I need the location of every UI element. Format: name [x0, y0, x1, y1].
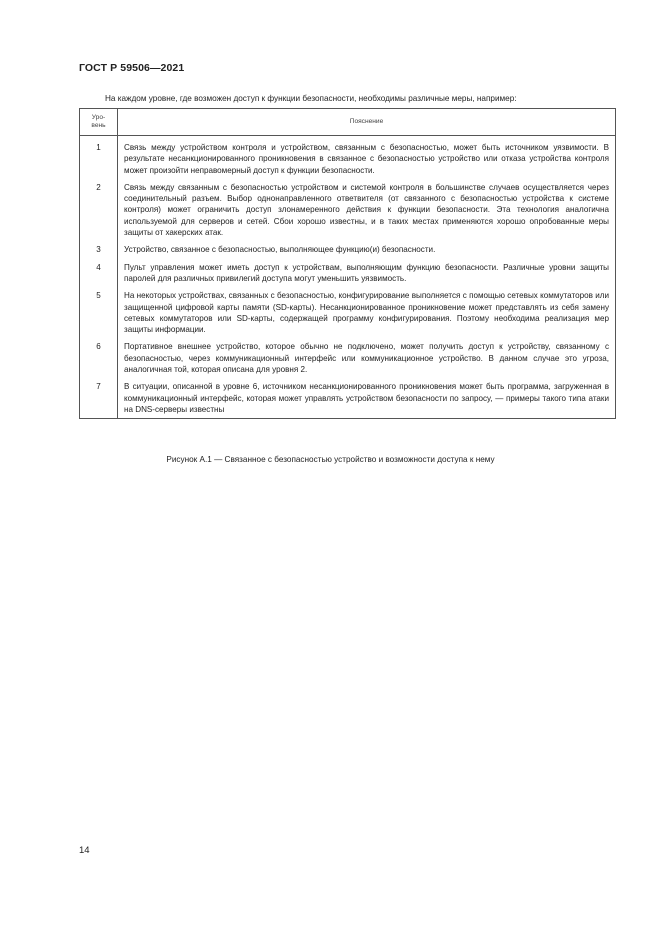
document-code: ГОСТ Р 59506—2021: [79, 62, 185, 74]
row-level: 5: [80, 288, 118, 339]
table-row: [80, 288, 616, 339]
row-level: 6: [80, 339, 118, 379]
table-row: [80, 136, 616, 180]
column-header-level: Уро- вень: [80, 109, 118, 136]
row-level: 7: [80, 379, 118, 418]
figure-caption: Рисунок А.1 — Связанное с безопасностью устройство и возможности доступа к нему: [166, 455, 495, 464]
row-level: 4: [80, 260, 118, 289]
row-description: Связь между связанным с безопасностью устройством и системой контроля в большинстве случаев осуществляется через соединительный разъем. Выбор однонаправленного ответвителя (от связанного с безопасностью устройства к системе контроля) может ограничить доступ злонамеренного действия к функции безопасности. Эта технология аналогична используемой для серверов и сетей. Сбои хорошо известны, и в таких местах применяются хорошо опробованные меры защиты от хакерских атак.: [118, 180, 616, 242]
row-level: 3: [80, 242, 118, 259]
row-description: Портативное внешнее устройство, которое обычно не подключено, может получить доступ к устройству, связанному с безопасностью, через коммуникационный интерфейс или коммуникационное устройство. В данном случае это угроза, аналогичная той, которая описана для уровня 2.: [118, 339, 616, 379]
access-levels-table: [79, 108, 616, 419]
table-row: [80, 379, 616, 418]
row-description: В ситуации, описанной в уровне 6, источником несанкционированного проникновения может быть программа, загруженная в коммуникационный интерфейс, которая может управлять устройством безопасности по запросу, — примеры такого типа атаки на DNS-серверы известны: [118, 379, 616, 418]
table-row: [80, 260, 616, 289]
table-row: [80, 242, 616, 259]
page-number: 14: [79, 845, 90, 856]
row-level: 2: [80, 180, 118, 242]
column-header-description: Пояснение: [118, 109, 616, 136]
table-row: [80, 180, 616, 242]
table-row: [80, 339, 616, 379]
row-description: Устройство, связанное с безопасностью, выполняющее функцию(и) безопасности.: [118, 242, 616, 259]
row-level: 1: [80, 136, 118, 180]
row-description: Связь между устройством контроля и устройством, связанным с безопасностью, может быть источником уязвимости. В результате несанкционированного проникновения в связанное с безопасностью устройство или отказа устройства контроля может произойти неправомерный доступ к функции безопасности.: [118, 136, 616, 180]
table-header-row: [80, 109, 616, 136]
row-description: На некоторых устройствах, связанных с безопасностью, конфигурирование выполняется с помощью сетевых коммутаторов или защищенной цифровой карты памяти (SD-карты). Несанкционированное проникновение может представлять из себя замену сетевых коммутаторов или SD-карты, содержащей программу конфигурирования. Поэтому необходима реализация мер защиты информации.: [118, 288, 616, 339]
intro-text: На каждом уровне, где возможен доступ к функции безопасности, необходимы различные меры, например:: [105, 94, 517, 103]
row-description: Пульт управления может иметь доступ к устройствам, выполняющим функцию безопасности. Различные уровни защиты паролей для различных привилегий доступа могут уменьшить уязвимость.: [118, 260, 616, 289]
